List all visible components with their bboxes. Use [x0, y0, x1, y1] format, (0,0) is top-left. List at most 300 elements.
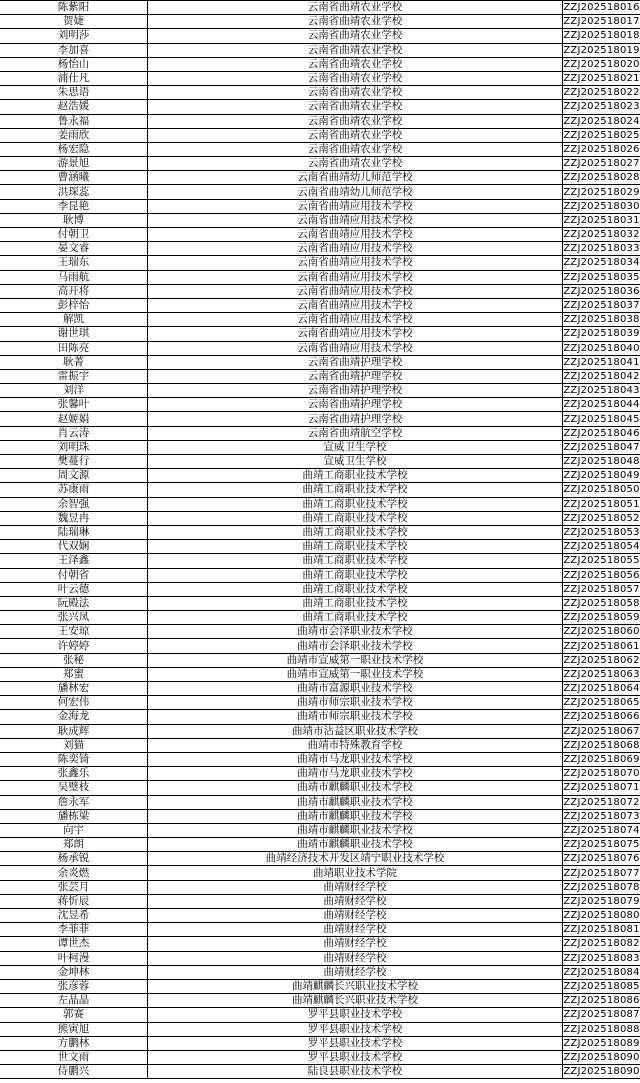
- name-cell: 耿菁: [0, 355, 148, 369]
- table-row: [0, 384, 640, 398]
- name-cell: 付朝卫: [0, 228, 148, 242]
- table-row: [0, 639, 640, 653]
- table-row: [0, 398, 640, 412]
- certificate-code-cell: ZZJ202518053: [563, 527, 640, 539]
- certificate-code-cell: ZZJ202518064: [563, 683, 640, 695]
- school-cell: 曲靖市师宗职业技术学校: [148, 710, 563, 724]
- certificate-code-cell: ZZJ202518075: [563, 839, 640, 851]
- certificate-code-cell: ZZJ202518027: [563, 158, 640, 170]
- name-cell: 苏康雨: [0, 483, 148, 497]
- school-cell: 云南省曲靖农业学校: [148, 15, 563, 29]
- table-row: [0, 298, 640, 312]
- table-row: [0, 455, 640, 469]
- school-cell: 曲靖工商职业技术学校: [148, 497, 563, 511]
- school-cell: 云南省曲靖应用技术学校: [148, 242, 563, 256]
- school-cell: 曲靖市富源职业技术学校: [148, 682, 563, 696]
- name-cell: 耿博: [0, 213, 148, 227]
- name-cell: 李菲菲: [0, 923, 148, 937]
- name-cell: 朱思语: [0, 86, 148, 100]
- table-row: [0, 979, 640, 993]
- certificate-code-cell: ZZJ202518090: [563, 1051, 640, 1063]
- certificate-code-cell: ZZJ202518034: [563, 257, 640, 269]
- table-row: [0, 568, 640, 582]
- certificate-code-cell: ZZJ202518090: [563, 1066, 640, 1078]
- table-body: [0, 1, 640, 1079]
- name-cell: 陈奕锜: [0, 752, 148, 766]
- name-cell: 王瑞东: [0, 256, 148, 270]
- certificate-code-cell: ZZJ202518062: [563, 654, 640, 666]
- school-cell: 云南省曲靖应用技术学校: [148, 213, 563, 227]
- table-row: [0, 228, 640, 242]
- name-cell: 代双娴: [0, 540, 148, 554]
- table-row: [0, 767, 640, 781]
- name-cell: 张彦蓉: [0, 979, 148, 993]
- name-cell: 左晶晶: [0, 994, 148, 1008]
- certificate-code-cell: ZZJ202518073: [563, 810, 640, 822]
- table-row: [0, 710, 640, 724]
- name-cell: 雷振宇: [0, 369, 148, 383]
- table-row: [0, 171, 640, 185]
- table-row: [0, 256, 640, 270]
- certificate-code-cell: ZZJ202518023: [563, 101, 640, 113]
- certificate-code-cell: ZZJ202518024: [563, 115, 640, 127]
- name-cell: 彭梓怡: [0, 298, 148, 312]
- certificate-code-cell: ZZJ202518087: [563, 1009, 640, 1021]
- certificate-code-cell: ZZJ202518043: [563, 385, 640, 397]
- certificate-code-cell: ZZJ202518054: [563, 541, 640, 553]
- name-cell: 余智强: [0, 497, 148, 511]
- school-cell: 曲靖财经学校: [148, 909, 563, 923]
- certificate-code-cell: ZZJ202518067: [563, 725, 640, 737]
- certificate-code-cell: ZZJ202518063: [563, 668, 640, 680]
- name-cell: 曹涵曦: [0, 171, 148, 185]
- school-cell: 罗平县职业技术学校: [148, 1022, 563, 1036]
- table-row: [0, 284, 640, 298]
- table-row: [0, 696, 640, 710]
- table-row: [0, 128, 640, 142]
- table-row: [0, 1050, 640, 1064]
- table-row: [0, 483, 640, 497]
- name-cell: 蒋忻辰: [0, 894, 148, 908]
- table-row: [0, 142, 640, 156]
- table-row: [0, 1065, 640, 1079]
- name-cell: 叶云德: [0, 582, 148, 596]
- certificate-code-cell: ZZJ202518033: [563, 243, 640, 255]
- name-cell: 肖云涛: [0, 426, 148, 440]
- table-row: [0, 724, 640, 738]
- school-cell: 曲靖工商职业技术学校: [148, 554, 563, 568]
- certificate-code-cell: ZZJ202518037: [563, 300, 640, 312]
- name-cell: 解凯: [0, 313, 148, 327]
- name-cell: 马雨航: [0, 270, 148, 284]
- certificate-code-cell: ZZJ202518052: [563, 512, 640, 524]
- school-cell: 曲靖市马龙职业技术学校: [148, 767, 563, 781]
- certificate-code-cell: ZZJ202518082: [563, 938, 640, 950]
- name-cell: 晏文睿: [0, 242, 148, 256]
- certificate-code-cell: ZZJ202518050: [563, 484, 640, 496]
- certificate-code-cell: ZZJ202518089: [563, 1037, 640, 1049]
- name-cell: 田陈亮: [0, 341, 148, 355]
- certificate-code-cell: ZZJ202518049: [563, 470, 640, 482]
- name-cell: 杨怡山: [0, 57, 148, 71]
- table-row: [0, 667, 640, 681]
- table-row: [0, 923, 640, 937]
- school-cell: 云南省曲靖农业学校: [148, 1, 563, 15]
- table-row: [0, 15, 640, 29]
- certificate-code-cell: ZZJ202518051: [563, 498, 640, 510]
- school-cell: 曲靖市宣威第一职业技术学校: [148, 667, 563, 681]
- name-cell: 高开将: [0, 284, 148, 298]
- certificate-code-cell: ZZJ202518068: [563, 739, 640, 751]
- table-row: [0, 57, 640, 71]
- table-row: [0, 838, 640, 852]
- name-cell: 余炎燃: [0, 866, 148, 880]
- certificate-code-cell: ZZJ202518072: [563, 796, 640, 808]
- name-cell: 赵浩媛: [0, 100, 148, 114]
- name-cell: 詹永军: [0, 795, 148, 809]
- table-row: [0, 440, 640, 454]
- table-row: [0, 43, 640, 57]
- school-cell: 云南省曲靖幼儿师范学校: [148, 185, 563, 199]
- school-cell: 曲靖财经学校: [148, 894, 563, 908]
- table-row: [0, 582, 640, 596]
- name-cell: 游景旭: [0, 157, 148, 171]
- certificate-code-cell: ZZJ202518031: [563, 214, 640, 226]
- school-cell: 曲靖麒麟长兴职业技术学校: [148, 994, 563, 1008]
- name-cell: 何宏伟: [0, 696, 148, 710]
- name-cell: 世文雨: [0, 1050, 148, 1064]
- table-row: [0, 625, 640, 639]
- table-row: [0, 994, 640, 1008]
- certificate-code-cell: ZZJ202518029: [563, 186, 640, 198]
- certificate-code-cell: ZZJ202518044: [563, 399, 640, 411]
- school-cell: 曲靖市师宗职业技术学校: [148, 696, 563, 710]
- name-cell: 王安琼: [0, 625, 148, 639]
- name-cell: 付朝省: [0, 568, 148, 582]
- certificate-code-cell: ZZJ202518026: [563, 143, 640, 155]
- certificate-code-cell: ZZJ202518076: [563, 853, 640, 865]
- certificate-code-cell: ZZJ202518020: [563, 58, 640, 70]
- school-cell: 曲靖市麒麟职业技术学校: [148, 781, 563, 795]
- name-cell: 金坤林: [0, 965, 148, 979]
- name-cell: 陈紫阳: [0, 1, 148, 15]
- table-row: [0, 894, 640, 908]
- school-cell: 曲靖市宣威第一职业技术学校: [148, 653, 563, 667]
- name-cell: 周文源: [0, 469, 148, 483]
- certificate-code-cell: ZZJ202518081: [563, 924, 640, 936]
- certificate-code-cell: ZZJ202518074: [563, 824, 640, 836]
- name-cell: 旙林宏: [0, 682, 148, 696]
- certificate-code-cell: ZZJ202518061: [563, 640, 640, 652]
- school-cell: 陆良县职业技术学校: [148, 1065, 563, 1079]
- school-cell: 云南省曲靖幼儿师范学校: [148, 171, 563, 185]
- table-row: [0, 596, 640, 610]
- certificate-code-cell: ZZJ202518070: [563, 768, 640, 780]
- certificate-code-cell: ZZJ202518077: [563, 867, 640, 879]
- table-row: [0, 866, 640, 880]
- table-row: [0, 199, 640, 213]
- school-cell: 云南省曲靖应用技术学校: [148, 327, 563, 341]
- school-cell: 云南省曲靖农业学校: [148, 142, 563, 156]
- name-cell: 贺婕: [0, 15, 148, 29]
- name-cell: 李昆艳: [0, 199, 148, 213]
- name-cell: 旙栋梁: [0, 809, 148, 823]
- table-row: [0, 469, 640, 483]
- table-row: [0, 157, 640, 171]
- table-row: [0, 511, 640, 525]
- name-cell: 刘洋: [0, 384, 148, 398]
- certificate-code-cell: ZZJ202518022: [563, 87, 640, 99]
- school-cell: 云南省曲靖应用技术学校: [148, 341, 563, 355]
- table-row: [0, 355, 640, 369]
- school-cell: 云南省曲靖农业学校: [148, 86, 563, 100]
- table-row: [0, 682, 640, 696]
- name-cell: 郑朗: [0, 838, 148, 852]
- certificate-code-cell: ZZJ202518085: [563, 981, 640, 993]
- school-cell: 曲靖工商职业技术学校: [148, 511, 563, 525]
- name-cell: 洪琛蕊: [0, 185, 148, 199]
- table-row: [0, 242, 640, 256]
- certificate-code-cell: ZZJ202518030: [563, 200, 640, 212]
- name-cell: 方鹏林: [0, 1036, 148, 1050]
- table-row: [0, 29, 640, 43]
- certificate-code-cell: ZZJ202518035: [563, 271, 640, 283]
- name-cell: 张秘: [0, 653, 148, 667]
- school-cell: 云南省曲靖护理学校: [148, 412, 563, 426]
- certificate-code-cell: ZZJ202518028: [563, 172, 640, 184]
- table-row: [0, 71, 640, 85]
- name-cell: 许婷婷: [0, 639, 148, 653]
- certificate-code-cell: ZZJ202518065: [563, 697, 640, 709]
- table-row: [0, 809, 640, 823]
- name-cell: 郭赛: [0, 1008, 148, 1022]
- name-cell: 李加喜: [0, 43, 148, 57]
- certificate-code-cell: ZZJ202518083: [563, 952, 640, 964]
- school-cell: 云南省曲靖应用技术学校: [148, 199, 563, 213]
- table-row: [0, 1022, 640, 1036]
- school-cell: 云南省曲靖农业学校: [148, 100, 563, 114]
- school-cell: 云南省曲靖护理学校: [148, 369, 563, 383]
- name-cell: 张芸月: [0, 880, 148, 894]
- school-cell: 曲靖市麒麟职业技术学校: [148, 809, 563, 823]
- school-cell: 宣威卫生学校: [148, 440, 563, 454]
- name-cell: 杨宏隐: [0, 142, 148, 156]
- name-cell: 谢世琪: [0, 327, 148, 341]
- table-row: [0, 880, 640, 894]
- certificate-code-cell: ZZJ202518018: [563, 30, 640, 42]
- table-row: [0, 426, 640, 440]
- school-cell: 曲靖职业技术学院: [148, 866, 563, 880]
- certificate-code-cell: ZZJ202518055: [563, 555, 640, 567]
- table-row: [0, 1008, 640, 1022]
- school-cell: 云南省曲靖农业学校: [148, 71, 563, 85]
- school-cell: 云南省曲靖农业学校: [148, 43, 563, 57]
- school-cell: 云南省曲靖应用技术学校: [148, 284, 563, 298]
- name-cell: 向宇: [0, 823, 148, 837]
- certificate-code-cell: ZZJ202518040: [563, 342, 640, 354]
- school-cell: 曲靖市马龙职业技术学校: [148, 752, 563, 766]
- table-row: [0, 540, 640, 554]
- name-cell: 熊寅旭: [0, 1022, 148, 1036]
- name-cell: 赵姬娟: [0, 412, 148, 426]
- school-cell: 曲靖财经学校: [148, 923, 563, 937]
- certificate-code-cell: ZZJ202518059: [563, 612, 640, 624]
- table-row: [0, 951, 640, 965]
- name-cell: 刘明珠: [0, 440, 148, 454]
- certificate-code-cell: ZZJ202518046: [563, 427, 640, 439]
- school-cell: 曲靖财经学校: [148, 937, 563, 951]
- table-row: [0, 823, 640, 837]
- certificate-code-cell: ZZJ202518060: [563, 626, 640, 638]
- name-cell: 侍鹏兴: [0, 1065, 148, 1079]
- table-row: [0, 114, 640, 128]
- name-cell: 鲁永福: [0, 114, 148, 128]
- table-row: [0, 852, 640, 866]
- name-cell: 刘猫: [0, 738, 148, 752]
- school-cell: 曲靖工商职业技术学校: [148, 596, 563, 610]
- certificate-code-cell: ZZJ202518080: [563, 910, 640, 922]
- school-cell: 曲靖工商职业技术学校: [148, 540, 563, 554]
- table-row: [0, 86, 640, 100]
- school-cell: 云南省曲靖应用技术学校: [148, 228, 563, 242]
- school-cell: 云南省曲靖护理学校: [148, 398, 563, 412]
- name-cell: 杨承锐: [0, 852, 148, 866]
- school-cell: 云南省曲靖应用技术学校: [148, 313, 563, 327]
- school-cell: 云南省曲靖农业学校: [148, 128, 563, 142]
- school-cell: 曲靖市特殊教育学校: [148, 738, 563, 752]
- school-cell: 曲靖财经学校: [148, 965, 563, 979]
- table-row: [0, 497, 640, 511]
- table-row: [0, 653, 640, 667]
- certificate-code-cell: ZZJ202518036: [563, 285, 640, 297]
- certificate-code-cell: ZZJ202518047: [563, 441, 640, 453]
- certificate-code-cell: ZZJ202518048: [563, 456, 640, 468]
- certificate-code-cell: ZZJ202518078: [563, 881, 640, 893]
- school-cell: 曲靖工商职业技术学校: [148, 469, 563, 483]
- name-cell: 刘明莎: [0, 29, 148, 43]
- certificate-code-cell: ZZJ202518045: [563, 413, 640, 425]
- name-cell: 王泽鑫: [0, 554, 148, 568]
- name-cell: 耿成辉: [0, 724, 148, 738]
- school-cell: 曲靖市麒麟职业技术学校: [148, 795, 563, 809]
- school-cell: 曲靖经济技术开发区靖宁职业技术学校: [148, 852, 563, 866]
- school-cell: 云南省曲靖农业学校: [148, 157, 563, 171]
- certificate-code-cell: ZZJ202518041: [563, 356, 640, 368]
- school-cell: 曲靖工商职业技术学校: [148, 582, 563, 596]
- table-row: [0, 752, 640, 766]
- table-row: [0, 270, 640, 284]
- certificate-code-cell: ZZJ202518069: [563, 754, 640, 766]
- table-row: [0, 100, 640, 114]
- name-cell: 张兴凤: [0, 611, 148, 625]
- school-cell: 云南省曲靖农业学校: [148, 29, 563, 43]
- school-cell: 云南省曲靖护理学校: [148, 355, 563, 369]
- table-row: [0, 1, 640, 15]
- table-row: [0, 795, 640, 809]
- certificate-code-cell: ZZJ202518042: [563, 370, 640, 382]
- school-cell: 曲靖市沾益区职业技术学校: [148, 724, 563, 738]
- name-cell: 张鑫乐: [0, 767, 148, 781]
- name-cell: 浦仕凡: [0, 71, 148, 85]
- table-row: [0, 327, 640, 341]
- certificate-code-cell: ZZJ202518025: [563, 129, 640, 141]
- certificate-code-cell: ZZJ202518016: [563, 2, 640, 14]
- certificate-code-cell: ZZJ202518038: [563, 314, 640, 326]
- table-row: [0, 781, 640, 795]
- school-cell: 罗平县职业技术学校: [148, 1050, 563, 1064]
- school-cell: 罗平县职业技术学校: [148, 1036, 563, 1050]
- school-cell: 云南省曲靖应用技术学校: [148, 256, 563, 270]
- school-cell: 曲靖财经学校: [148, 951, 563, 965]
- certificate-code-cell: ZZJ202518019: [563, 44, 640, 56]
- name-cell: 谭世杰: [0, 937, 148, 951]
- certificate-code-cell: ZZJ202518032: [563, 229, 640, 241]
- table-row: [0, 937, 640, 951]
- table-row: [0, 341, 640, 355]
- school-cell: 曲靖工商职业技术学校: [148, 525, 563, 539]
- table-row: [0, 909, 640, 923]
- school-cell: 曲靖市麒麟职业技术学校: [148, 823, 563, 837]
- table-row: [0, 965, 640, 979]
- name-cell: 沈昱希: [0, 909, 148, 923]
- table-row: [0, 554, 640, 568]
- school-cell: 曲靖工商职业技术学校: [148, 568, 563, 582]
- certificate-code-cell: ZZJ202518021: [563, 73, 640, 85]
- table-row: [0, 1036, 640, 1050]
- table-row: [0, 313, 640, 327]
- table-row: [0, 213, 640, 227]
- table-row: [0, 738, 640, 752]
- certificate-code-cell: ZZJ202518066: [563, 711, 640, 723]
- school-cell: 云南省曲靖护理学校: [148, 384, 563, 398]
- school-cell: 曲靖市会泽职业技术学校: [148, 625, 563, 639]
- certificate-code-cell: ZZJ202518084: [563, 966, 640, 978]
- table-row: [0, 525, 640, 539]
- table-row: [0, 412, 640, 426]
- table-row: [0, 611, 640, 625]
- table-row: [0, 369, 640, 383]
- name-cell: 樊蔓行: [0, 455, 148, 469]
- school-cell: 曲靖市麒麟职业技术学校: [148, 838, 563, 852]
- school-cell: 云南省曲靖应用技术学校: [148, 270, 563, 284]
- certificate-code-cell: ZZJ202518086: [563, 995, 640, 1007]
- school-cell: 曲靖工商职业技术学校: [148, 611, 563, 625]
- name-cell: 姜雨欣: [0, 128, 148, 142]
- school-cell: 云南省曲靖航空学校: [148, 426, 563, 440]
- certificate-code-cell: ZZJ202518058: [563, 597, 640, 609]
- name-cell: 叶柯漫: [0, 951, 148, 965]
- certificate-code-cell: ZZJ202518079: [563, 895, 640, 907]
- name-cell: 张馨叶: [0, 398, 148, 412]
- name-cell: 吴璧枝: [0, 781, 148, 795]
- certificate-code-cell: ZZJ202518056: [563, 569, 640, 581]
- school-cell: 曲靖财经学校: [148, 880, 563, 894]
- table-row: [0, 185, 640, 199]
- name-cell: 郑蜜: [0, 667, 148, 681]
- certificate-code-cell: ZZJ202518088: [563, 1023, 640, 1035]
- school-cell: 曲靖麒麟长兴职业技术学校: [148, 979, 563, 993]
- name-cell: 金海龙: [0, 710, 148, 724]
- certificate-code-cell: ZZJ202518057: [563, 583, 640, 595]
- name-cell: 陆瑞琳: [0, 525, 148, 539]
- school-cell: 宣威卫生学校: [148, 455, 563, 469]
- certificate-code-cell: ZZJ202518017: [563, 16, 640, 28]
- school-cell: 云南省曲靖应用技术学校: [148, 298, 563, 312]
- school-cell: 云南省曲靖农业学校: [148, 57, 563, 71]
- certificate-code-cell: ZZJ202518071: [563, 782, 640, 794]
- school-cell: 曲靖市会泽职业技术学校: [148, 639, 563, 653]
- school-cell: 罗平县职业技术学校: [148, 1008, 563, 1022]
